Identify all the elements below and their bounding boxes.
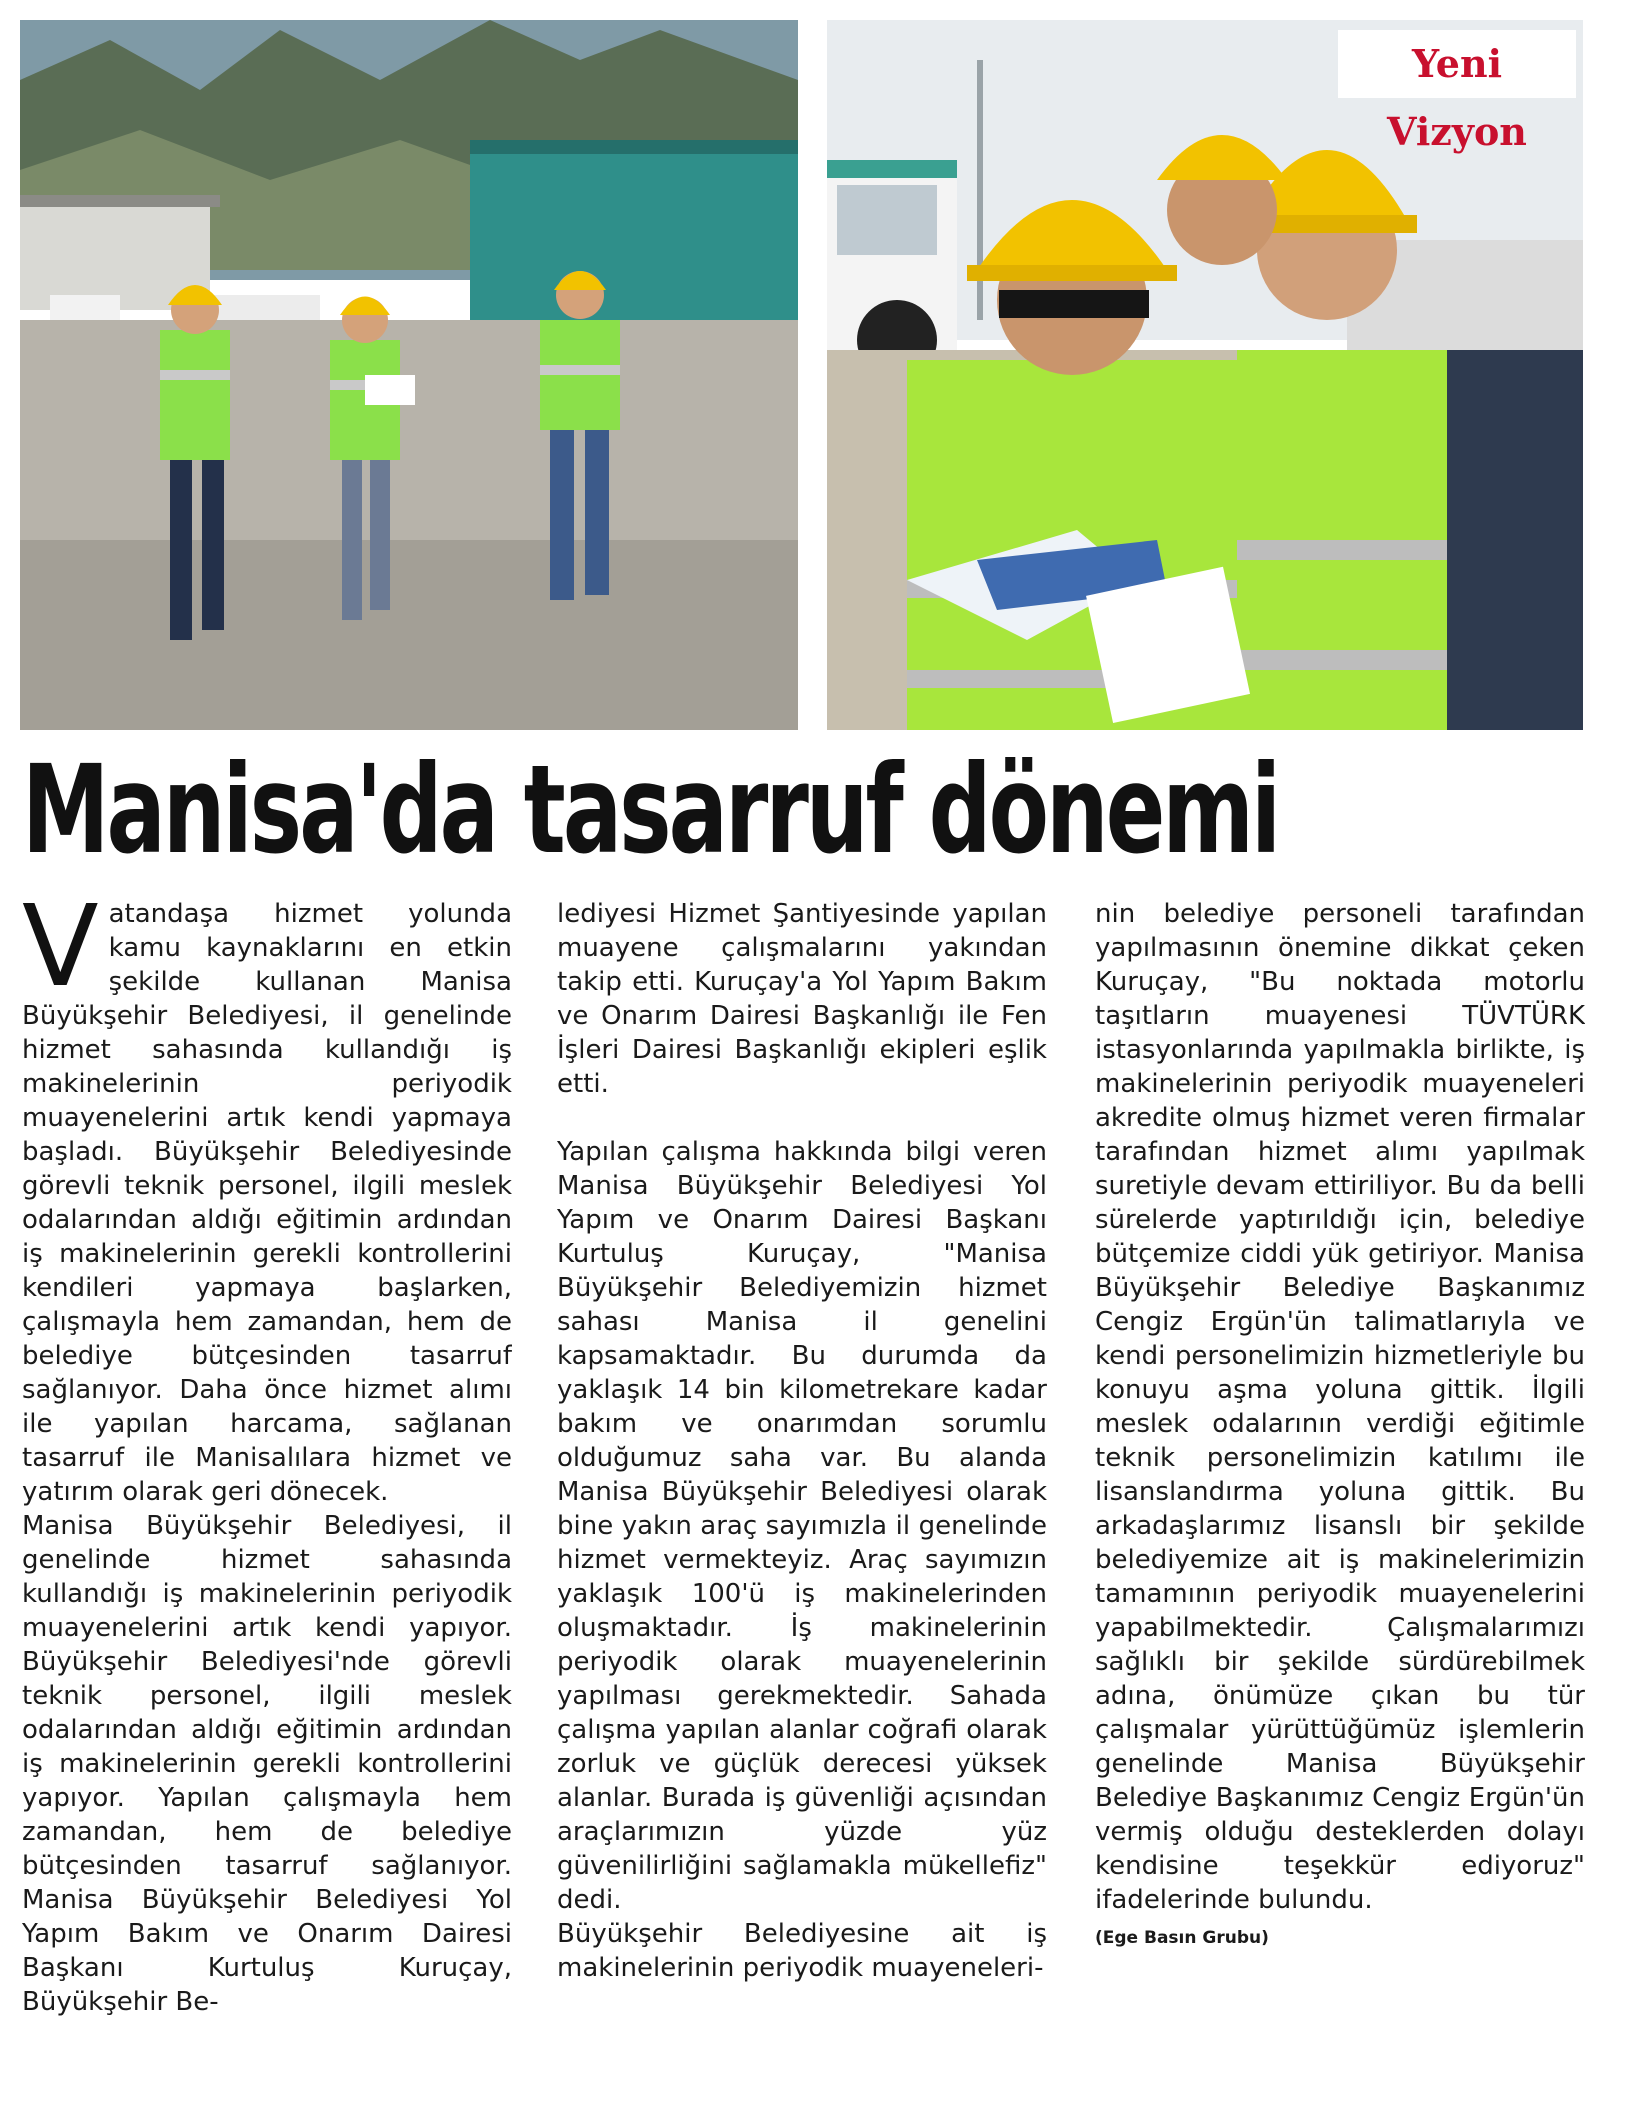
paragraph: Manisa Büyükşehir Belediyesi, il genelinde hizmet sahasında kullandığı iş makinelerinin periyodik muayenelerini artık kendi yapıyor. Büyükşehir Belediyesi'nde görevli teknik personel, ilgili meslek odalarından aldığı eğitimin ardından iş makinelerinin gerekli kontrollerini yapıyor. Yapılan çalışmayla hem zamandan, hem de belediye bütçesinden tasarruf sağlanıyor. Manisa Büyükşehir Belediyesi Yol Yapım Bakım ve Onarım Dairesi Başkanı Kurtuluş Kuruçay, Büyükşehir Be- — [22, 1511, 512, 2017]
paragraph: nin belediye personeli tarafından yapılmasının önemine dikkat çeken Kuruçay, "Bu noktada motorlu taşıtların muayenesi TÜVTÜRK istasyonlarında yapılmakla birlikte, iş makinelerinin periyodik muayeneleri akredite olmuş hizmet veren firmalar tarafından hizmet alımı yapılmak suretiyle devam ettiriliyor. Bu da belli sürelerde yaptırıldığı için, belediye bütçemize ciddi yük getiriyor. Manisa Büyükşehir Belediye Başkanımız Cengiz Ergün'ün talimatlarıyla ve kendi personelimizin hizmetleriyle bu konuyu aşma yoluna gittik. İlgili meslek odalarının verdiği eğitimle teknik personelimizin katılımı ile lisanslandırma yoluna gittik. Bu arkadaşlarımız lisanslı bir şekilde belediyemize ait iş makinelerimizin tamamının periyodik muayenelerini yapabilmektedir. Çalışmalarımızı sağlıklı bir şekilde sürdürebilmek adına, önümüze çıkan bu tür çalışmalar yürüttüğümüz işlemlerin genelinde Manisa Büyükşehir Belediye Başkanımız Cengiz Ergün'ün vermiş olduğu desteklerden dolayı kendisine teşekkür ediyoruz" ifadelerinde bulundu. — [1095, 899, 1585, 1915]
drop-cap: V — [22, 897, 99, 1012]
publication-logo: Yeni Vizyon — [1338, 30, 1576, 98]
article-column-3 — [1095, 897, 1585, 2092]
source-credit: (Ege Basın Grubu) — [1095, 1928, 1269, 1948]
paragraph-text: atandaşa hizmet yolunda kamu kaynaklarını en etkin şekilde kullanan Manisa Büyükşehir Belediyesi, il genelinde hizmet sahasında kullandığı iş makinelerinin periyodik muayenelerini artık kendi yapmaya başladı. Büyükşehir Belediyesinde görevli teknik personel, ilgili meslek odalarından aldığı eğitimin ardından iş makinelerinin gerekli kontrollerini kendileri yapmaya başlarken, çalışmayla hem zamandan, hem de belediye bütçesinden tasarruf sağlanıyor. Daha önce hizmet alımı ile yapılan harcama, sağlanan tasarruf ile Manisalılara hizmet ve yatırım olarak geri dönecek. — [22, 899, 512, 1507]
paragraph: lediyesi Hizmet Şantiyesinde yapılan muayene çalışmalarını yakından takip etti. Kuruçay'a Yol Yapım Bakım ve Onarım Dairesi Başkanlığı ile Fen İşleri Dairesi Başkanlığı ekipleri eşlik etti. — [557, 899, 1047, 1099]
article-column-1 — [22, 897, 512, 2092]
photo-officials-walking — [20, 20, 798, 730]
headline: Manisa'da tasarruf dönemi — [22, 739, 1279, 881]
article-column-2 — [557, 897, 1047, 2092]
paragraph: Yapılan çalışma hakkında bilgi veren Manisa Büyükşehir Belediyesi Yol Yapım ve Onarım Dairesi Başkanı Kurtuluş Kuruçay, "Manisa Büyükşehir Belediyemizin hizmet sahası Manisa il genelini kapsamaktadır. Bu durumda da yaklaşık 14 bin kilometrekare kadar bakım ve onarımdan sorumlu olduğumuz saha var. Bu alanda Manisa Büyükşehir Belediyesi olarak bine yakın araç sayımızla il genelinde hizmet vermekteyiz. Araç sayımızın yaklaşık 100'ü iş makinelerinden oluşmaktadır. İş makinelerinin periyodik olarak muayenelerinin yapılması gerekmektedir. Sahada çalışma yapılan alanlar coğrafi olarak zorluk ve güçlük derecesi yüksek alanlar. Burada iş güvenliği açısından araçlarımızın yüzde yüz güvenilirliğini sağlamakla mükellefiz" dedi. — [557, 1137, 1047, 1915]
paragraph — [22, 897, 512, 1509]
paragraph: Büyükşehir Belediyesine ait iş makinelerinin periyodik muayeneleri- — [557, 1919, 1047, 1983]
